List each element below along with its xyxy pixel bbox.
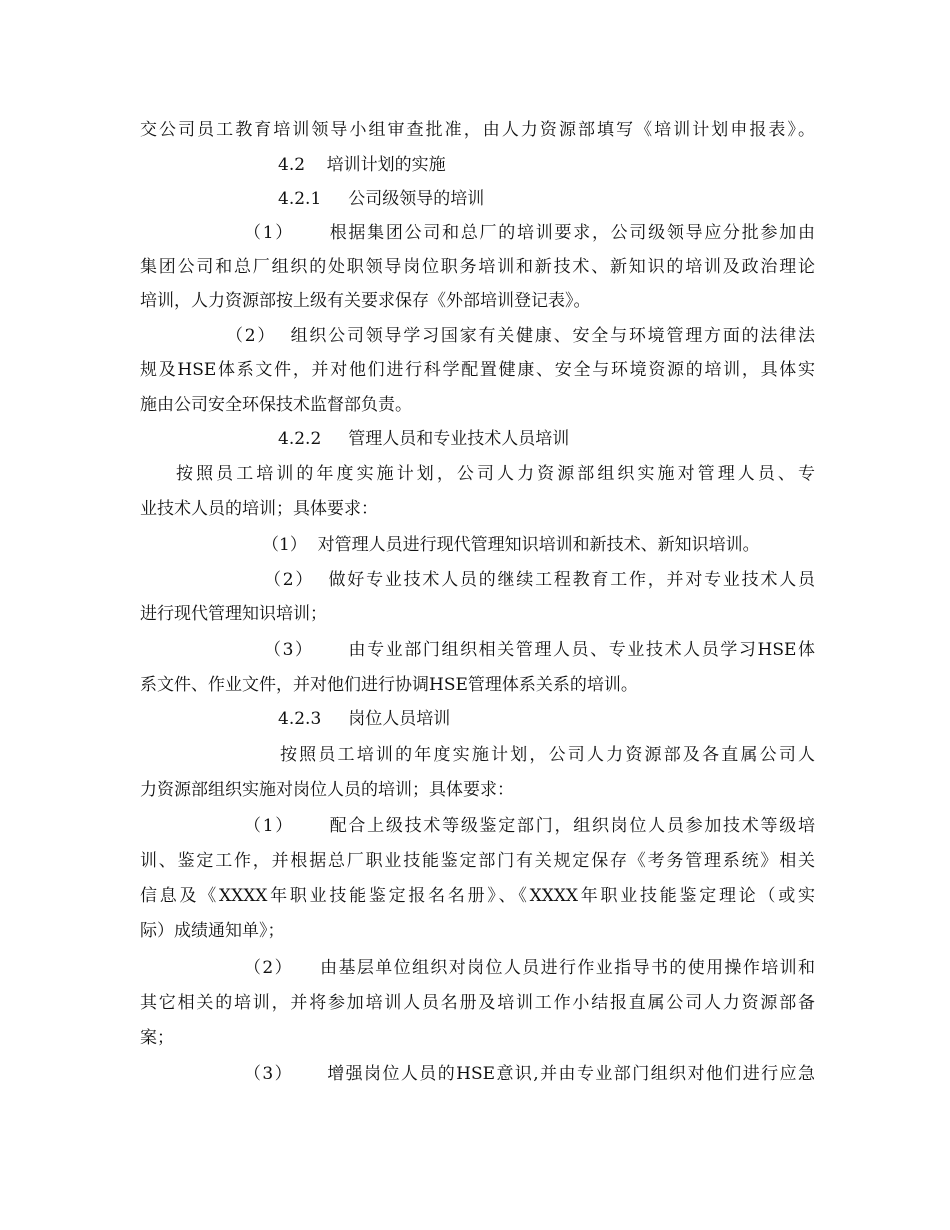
- paragraph-line: （2） 组织公司领导学习国家有关健康、安全与环境管理方面的法律法: [226, 326, 815, 346]
- paragraph-line: 规及HSE体系文件，并对他们进行科学配置健康、安全与环境资源的培训，具体实: [140, 360, 815, 380]
- paragraph-line: 训、鉴定工作，并根据总厂职业技能鉴定部门有关规定保存《考务管理系统》相关: [140, 851, 815, 871]
- paragraph-line: 其它相关的培训，并将参加培训人员名册及培训工作小结报直属公司人力资源部备: [140, 993, 815, 1013]
- section-heading-4-2-2: 4.2.2 管理人员和专业技术人员培训: [278, 429, 570, 449]
- paragraph-line: 按照员工培训的年度实施计划，公司人力资源部组织实施对管理人员、专: [176, 464, 815, 484]
- paragraph-line: 际）成绩通知单》；: [140, 921, 285, 941]
- paragraph-line: （2） 由基层单位组织对岗位人员进行作业指导书的使用操作培训和: [244, 958, 815, 978]
- paragraph-line: 信息及《XXXX年职业技能鉴定报名名册》、《XXXX年职业技能鉴定理论（或实: [140, 886, 815, 906]
- paragraph-line: 系文件、作业文件，并对他们进行协调HSE管理体系关系的培训。: [140, 675, 638, 695]
- paragraph-line: （1） 对管理人员进行现代管理知识培训和新技术、新知识培训。: [262, 535, 760, 555]
- paragraph-line: （2） 做好专业技术人员的继续工程教育工作，并对专业技术人员: [264, 570, 815, 590]
- paragraph-line: 案；: [140, 1028, 174, 1048]
- paragraph-line: 业技术人员的培训；具体要求：: [140, 499, 378, 519]
- paragraph-line: 按照员工培训的年度实施计划，公司人力资源部及各直属公司人: [280, 745, 815, 765]
- section-heading-4-2-1: 4.2.1 公司级领导的培训: [278, 189, 485, 209]
- paragraph-line: 力资源部组织实施对岗位人员的培训；具体要求：: [140, 780, 514, 800]
- paragraph-line: （3） 增强岗位人员的HSE意识,并由专业部门组织对他们进行应急: [244, 1064, 815, 1084]
- paragraph-line: 集团公司和总厂组织的处职领导岗位职务培训和新技术、新知识的培训及政治理论: [140, 257, 815, 277]
- paragraph-line: 施由公司安全环保技术监督部负责。: [140, 395, 412, 415]
- paragraph-line: 交公司员工教育培训领导小组审查批准，由人力资源部填写《培训计划申报表》。: [140, 120, 815, 140]
- paragraph-line: （1） 配合上级技术等级鉴定部门，组织岗位人员参加技术等级培: [244, 816, 815, 836]
- section-heading-4-2: 4.2 培训计划的实施: [278, 155, 446, 175]
- paragraph-line: 培训，人力资源部按上级有关要求保存《外部培训登记表》。: [140, 291, 591, 311]
- paragraph-line: 进行现代管理知识培训；: [140, 604, 327, 624]
- paragraph-line: （3） 由专业部门组织相关管理人员、专业技术人员学习HSE体: [264, 640, 815, 660]
- paragraph-line: （1） 根据集团公司和总厂的培训要求，公司级领导应分批参加由: [244, 223, 815, 243]
- section-heading-4-2-3: 4.2.3 岗位人员培训: [278, 709, 451, 729]
